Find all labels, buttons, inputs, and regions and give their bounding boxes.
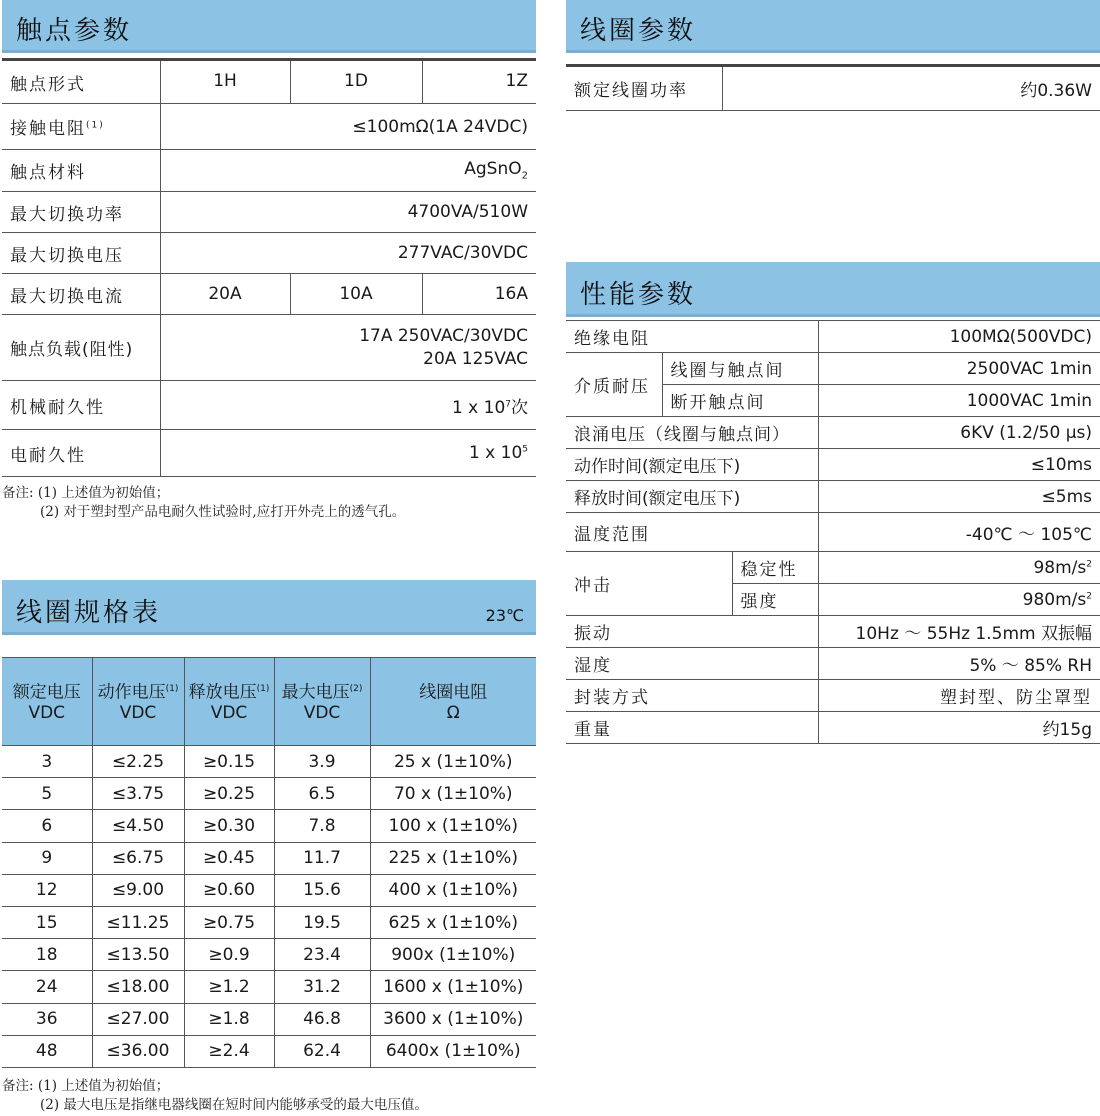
- value-dielectric-coil-contact: 2500VAC 1min: [818, 353, 1100, 385]
- row-rated-coil-power: [566, 66, 1100, 111]
- row-insulation: [566, 321, 1100, 353]
- table-row: [2, 810, 536, 842]
- table-cell: ≤6.75: [92, 842, 184, 874]
- table-cell: ≥0.15: [184, 746, 274, 778]
- table-cell: 5: [2, 778, 92, 810]
- table-cell: 3: [2, 746, 92, 778]
- table-cell: 9: [2, 842, 92, 874]
- performance-header: [566, 262, 1100, 317]
- label-rated-coil-power: 额定线圈功率: [566, 66, 722, 111]
- value-contact-resistance: ≤100mΩ(1A 24VDC): [160, 104, 536, 150]
- table-row: [2, 746, 536, 778]
- table-cell: 3600 x (1±10%): [370, 1003, 536, 1035]
- table-row: [2, 971, 536, 1003]
- row-contact-resistance: [2, 104, 536, 150]
- table-cell: 6: [2, 810, 92, 842]
- value-vibration: 10Hz ～ 55Hz 1.5mm 双振幅: [818, 616, 1100, 648]
- table-row: [2, 1035, 536, 1067]
- row-max-voltage: [2, 233, 536, 274]
- label-contact-material: 触点材料: [2, 150, 160, 192]
- row-max-current: [2, 274, 536, 315]
- row-dielectric-1: [566, 353, 1100, 385]
- label-mech-endurance: 机械耐久性: [2, 381, 160, 430]
- table-cell: ≤18.00: [92, 971, 184, 1003]
- coil-spec-header-row: [2, 658, 536, 746]
- table-cell: 15.6: [274, 874, 370, 906]
- label-max-current: 最大切换电流: [2, 274, 160, 315]
- form-1d: 1D: [290, 60, 422, 104]
- table-cell: ≤2.25: [92, 746, 184, 778]
- row-package: [566, 680, 1100, 712]
- contact-title: 触点参数: [16, 16, 133, 46]
- table-cell: 100 x (1±10%): [370, 810, 536, 842]
- row-weight: [566, 712, 1100, 744]
- table-cell: 31.2: [274, 971, 370, 1003]
- coil-spec-title: 线圈规格表: [16, 598, 162, 628]
- table-cell: ≥1.2: [184, 971, 274, 1003]
- row-shock-1: [566, 552, 1100, 584]
- table-cell: ≥0.60: [184, 874, 274, 906]
- coil-spec-table: [2, 657, 536, 1068]
- table-cell: 18: [2, 939, 92, 971]
- value-release-time: ≤5ms: [818, 481, 1100, 513]
- table-cell: ≥1.8: [184, 1003, 274, 1035]
- col-rated-voltage: 额定电压 VDC: [2, 658, 92, 746]
- label-shock-stability: 稳定性: [732, 552, 818, 584]
- coil-spec-temp: 23℃: [485, 606, 524, 625]
- table-row: [2, 939, 536, 971]
- label-elec-endurance: 电耐久性: [2, 430, 160, 477]
- row-contact-material: [2, 150, 536, 192]
- col-coil-resistance: 线圈电阻 Ω: [370, 658, 536, 746]
- label-release-time: 释放时间(额定电压下): [566, 481, 818, 513]
- label-dielectric: 介质耐压: [566, 353, 662, 417]
- table-cell: ≤13.50: [92, 939, 184, 971]
- table-cell: 24: [2, 971, 92, 1003]
- table-cell: 7.8: [274, 810, 370, 842]
- value-mech-endurance: 1 x $10^7$次: [160, 381, 536, 430]
- coil-note-1: 备注: (1) 上述值为初始值；: [2, 1078, 170, 1094]
- value-shock-stability: $98m/s^2$: [818, 552, 1100, 584]
- table-cell: ≥0.25: [184, 778, 274, 810]
- label-dielectric-coil-contact: 线圈与触点间: [662, 353, 818, 385]
- current-1h: 20A: [160, 274, 290, 315]
- label-weight: 重量: [566, 712, 818, 744]
- row-humidity: [566, 648, 1100, 680]
- contact-note-2: (2) 对于塑封型产品电耐久性试验时,应打开外壳上的透气孔。: [40, 504, 406, 520]
- value-dielectric-open-contact: 1000VAC 1min: [818, 385, 1100, 417]
- row-contact-load: [2, 315, 536, 381]
- table-row: [2, 842, 536, 874]
- value-weight: 约15g: [818, 712, 1100, 744]
- table-cell: 25 x (1±10%): [370, 746, 536, 778]
- label-shock: 冲击: [566, 552, 732, 616]
- table-cell: 48: [2, 1035, 92, 1067]
- value-insulation: 100MΩ(500VDC): [818, 321, 1100, 353]
- value-temperature: -40℃ ～ 105℃: [818, 513, 1100, 552]
- table-cell: ≤9.00: [92, 874, 184, 906]
- row-elec-endurance: [2, 430, 536, 477]
- performance-table: [566, 320, 1100, 744]
- value-contact-load: 17A 250VAC/30VDC 20A 125VAC: [160, 315, 536, 381]
- value-elec-endurance: 1 x $10^5$: [160, 430, 536, 477]
- table-cell: 70 x (1±10%): [370, 778, 536, 810]
- label-contact-resistance: 接触电阻$^{(1)}$: [2, 104, 160, 150]
- coil-params-title: 线圈参数: [580, 16, 697, 46]
- form-1h: 1H: [160, 60, 290, 104]
- table-cell: 12: [2, 874, 92, 906]
- table-cell: ≤3.75: [92, 778, 184, 810]
- row-release-time: [566, 481, 1100, 513]
- col-release-voltage: 释放电压$^{(1)}$ VDC: [184, 658, 274, 746]
- table-cell: 400 x (1±10%): [370, 874, 536, 906]
- table-cell: 46.8: [274, 1003, 370, 1035]
- table-cell: 36: [2, 1003, 92, 1035]
- value-package: 塑封型、防尘罩型: [818, 680, 1100, 712]
- table-row: [2, 778, 536, 810]
- table-cell: 11.7: [274, 842, 370, 874]
- label-max-power: 最大切换功率: [2, 192, 160, 233]
- value-surge: 6KV (1.2/50 μs): [818, 417, 1100, 449]
- value-max-power: 4700VA/510W: [160, 192, 536, 233]
- coil-spec-header: [2, 580, 536, 635]
- value-max-voltage: 277VAC/30VDC: [160, 233, 536, 274]
- row-temperature: [566, 513, 1100, 552]
- current-1d: 10A: [290, 274, 422, 315]
- value-shock-strength: $980m/s^2$: [818, 584, 1100, 616]
- performance-title: 性能参数: [580, 280, 697, 310]
- table-cell: 3.9: [274, 746, 370, 778]
- label-shock-strength: 强度: [732, 584, 818, 616]
- row-contact-form: [2, 60, 536, 104]
- contact-notes: [2, 484, 536, 522]
- label-dielectric-open-contact: 断开触点间: [662, 385, 818, 417]
- table-cell: 6.5: [274, 778, 370, 810]
- row-max-power: [2, 192, 536, 233]
- label-surge: 浪涌电压（线圈与触点间）: [566, 417, 818, 449]
- table-row: [2, 906, 536, 938]
- table-row: [2, 874, 536, 906]
- table-cell: ≥0.9: [184, 939, 274, 971]
- table-cell: ≤11.25: [92, 906, 184, 938]
- label-humidity: 湿度: [566, 648, 818, 680]
- value-contact-material: AgSnO$_2$: [160, 150, 536, 192]
- label-vibration: 振动: [566, 616, 818, 648]
- table-cell: 900x (1±10%): [370, 939, 536, 971]
- row-surge: [566, 417, 1100, 449]
- label-operate-time: 动作时间(额定电压下): [566, 449, 818, 481]
- table-row: [2, 1003, 536, 1035]
- col-operate-voltage: 动作电压$^{(1)}$ VDC: [92, 658, 184, 746]
- value-humidity: 5% ～ 85% RH: [818, 648, 1100, 680]
- label-contact-form: 触点形式: [2, 60, 160, 104]
- table-cell: 19.5: [274, 906, 370, 938]
- row-operate-time: [566, 449, 1100, 481]
- contact-header: [2, 0, 536, 53]
- coil-spec-notes: [2, 1077, 542, 1115]
- label-temperature: 温度范围: [566, 513, 818, 552]
- value-operate-time: ≤10ms: [818, 449, 1100, 481]
- label-max-voltage: 最大切换电压: [2, 233, 160, 274]
- table-cell: ≥0.45: [184, 842, 274, 874]
- table-cell: 15: [2, 906, 92, 938]
- table-cell: 625 x (1±10%): [370, 906, 536, 938]
- label-insulation: 绝缘电阻: [566, 321, 818, 353]
- contact-note-1: 备注: (1) 上述值为初始值；: [2, 485, 170, 501]
- table-cell: 62.4: [274, 1035, 370, 1067]
- table-cell: ≤27.00: [92, 1003, 184, 1035]
- col-max-voltage: 最大电压$^{(2)}$ VDC: [274, 658, 370, 746]
- coil-params-table: [566, 64, 1100, 111]
- table-cell: 23.4: [274, 939, 370, 971]
- contact-table: [2, 58, 536, 477]
- coil-note-2: (2) 最大电压是指继电器线圈在短时间内能够承受的最大电压值。: [40, 1097, 428, 1113]
- table-cell: ≤36.00: [92, 1035, 184, 1067]
- table-cell: 6400x (1±10%): [370, 1035, 536, 1067]
- row-mech-endurance: [2, 381, 536, 430]
- row-vibration: [566, 616, 1100, 648]
- table-cell: 1600 x (1±10%): [370, 971, 536, 1003]
- form-1z: 1Z: [422, 60, 536, 104]
- table-cell: ≤4.50: [92, 810, 184, 842]
- label-package: 封装方式: [566, 680, 818, 712]
- coil-params-header: [566, 0, 1100, 53]
- table-cell: ≥2.4: [184, 1035, 274, 1067]
- table-cell: ≥0.30: [184, 810, 274, 842]
- current-1z: 16A: [422, 274, 536, 315]
- label-contact-load: 触点负载(阻性): [2, 315, 160, 381]
- table-cell: ≥0.75: [184, 906, 274, 938]
- value-rated-coil-power: 约0.36W: [722, 66, 1100, 111]
- table-cell: 225 x (1±10%): [370, 842, 536, 874]
